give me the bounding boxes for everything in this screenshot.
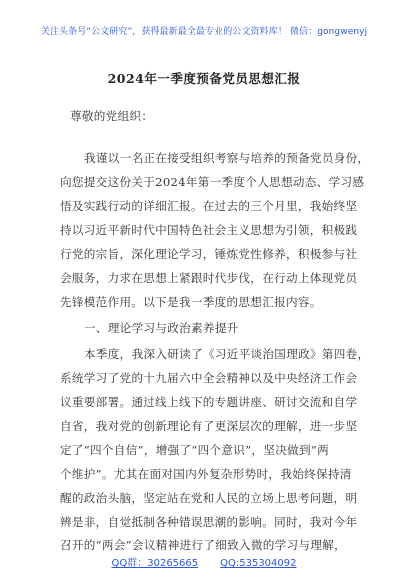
paragraph-line: 醒的政治头脑，坚定站在党和人民的立场上思考问题，明 bbox=[60, 491, 358, 505]
paragraph-line: 本季度，我深入研读了《习近平谈治国理政》第四卷， bbox=[84, 347, 370, 361]
qq-link[interactable]: QQ:535304092 bbox=[220, 558, 297, 569]
footer-contacts bbox=[0, 554, 408, 569]
paragraph-line: 先锋模范作用。以下是我一季度的思想汇报内容。 bbox=[60, 295, 322, 309]
paragraph-line: 持以习近平新时代中国特色社会主义思想为引领，积极践 bbox=[60, 223, 358, 237]
paragraph-line: 系统学习了党的十九届六中全会精神以及中央经济工作会 bbox=[60, 371, 358, 385]
paragraph-line: 行党的宗旨，深化理论学习，锤炼党性修养，积极参与社 bbox=[60, 247, 358, 261]
paragraph-line: 向您提交这份关于2024年第一季度个人思想动态、学习感 bbox=[60, 175, 365, 189]
top-banner: 关注头条号“公文研究”，获得最新最全最专业的公文资料库！ 微信：gongwenyj bbox=[40, 27, 368, 37]
document-title: 2024年一季度预备党员思想汇报 bbox=[107, 71, 301, 86]
paragraph-line: 议重要部署。通过线上线下的专题讲座、研讨交流和自学 bbox=[60, 395, 358, 409]
section-heading: 一、理论学习与政治素养提升 bbox=[84, 321, 239, 335]
salutation: 尊敬的党组织： bbox=[70, 109, 154, 123]
paragraph-line: 个维护”。尤其在面对国内外复杂形势时，我始终保持清 bbox=[60, 467, 352, 481]
paragraph-line: 会服务，力求在思想上紧跟时代步伐，在行动上体现党员 bbox=[60, 271, 358, 285]
paragraph-line: 自省，我对党的创新理论有了更深层次的理解，进一步坚 bbox=[60, 419, 358, 433]
paragraph-line: 辨是非，自觉抵制各种错误思潮的影响。同时，我对今年 bbox=[60, 515, 358, 529]
paragraph-line: 召开的“两会”会议精神进行了细致入微的学习与理解， bbox=[60, 538, 347, 552]
paragraph-line: 定了“四个自信”，增强了“四个意识”，坚决做到“两 bbox=[60, 443, 330, 457]
paragraph-line: 我谨以一名正在接受组织考察与培养的预备党员身份， bbox=[84, 151, 370, 165]
paragraph-line: 悟及实践行动的详细汇报。在过去的三个月里，我始终坚 bbox=[60, 199, 358, 213]
qq-group-link[interactable]: QQ群：30265665 bbox=[111, 558, 199, 569]
